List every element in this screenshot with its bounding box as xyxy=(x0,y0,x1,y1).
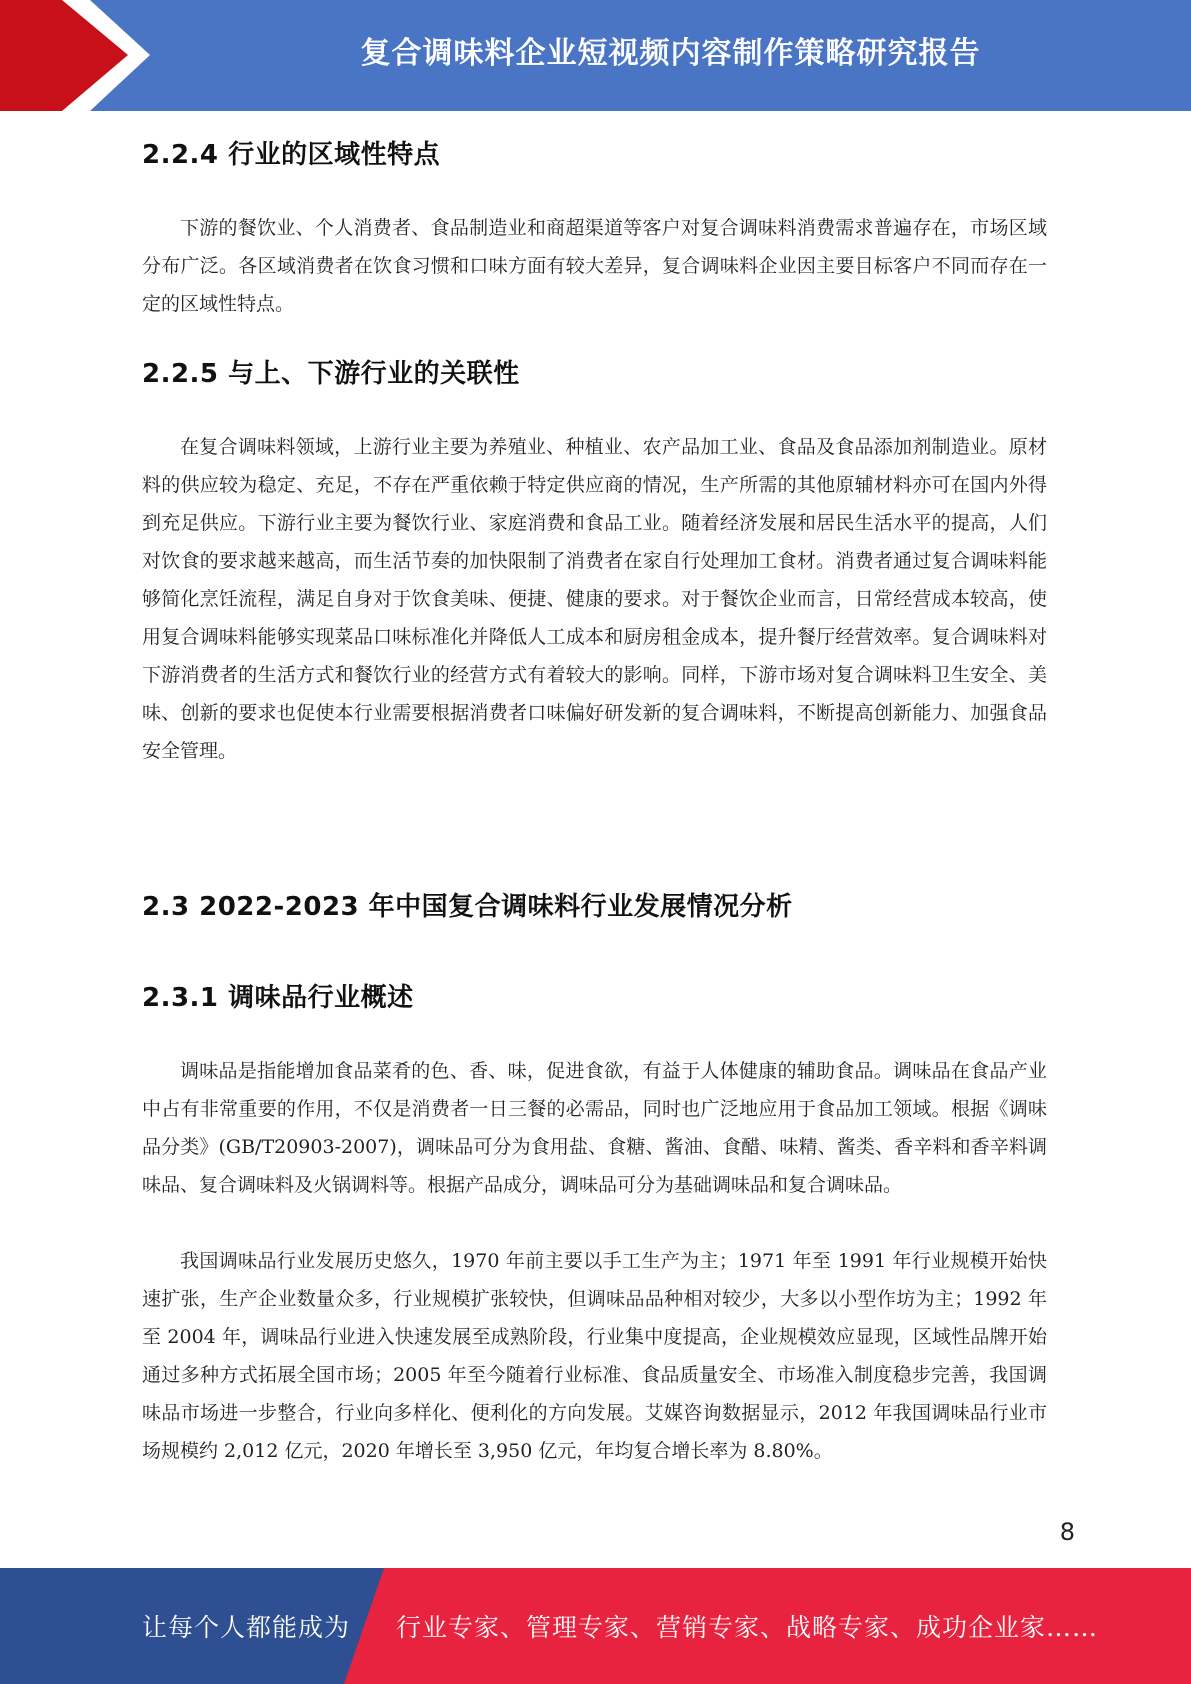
page-header xyxy=(0,0,1191,111)
section-heading-2-3: 2.3 2022-2023 年中国复合调味料行业发展情况分析 xyxy=(142,892,793,922)
paragraph-regional: 下游的餐饮业、个人消费者、食品制造业和商超渠道等客户对复合调味料消费需求普遍存在，市场区域分布广泛。各区域消费者在饮食习惯和口味方面有较大差异，复合调味料企业因主要目标客户不同而存在一定的区域性特点。 xyxy=(142,217,1047,315)
footer-slogan-left: 让每个人都能成为 xyxy=(142,1613,351,1642)
footer-slogan-right: 行业专家、管理专家、营销专家、战略专家、成功企业家…… xyxy=(396,1613,1099,1642)
document-body xyxy=(142,118,1047,1470)
section-heading-2-2-4: 2.2.4 行业的区域性特点 xyxy=(142,140,441,170)
paragraph-condiment-history: 我国调味品行业发展历史悠久，1970 年前主要以手工生产为主；1971 年至 1991 年行业规模开始快速扩张，生产企业数量众多，行业规模扩张较快，但调味品品种相对较少，大多以小型作坊为主；1992 年至 2004 年，调味品行业进入快速发展至成熟阶段，行业集中度提高，企业规模效应显现，区域性品牌开始通过多种方式拓展全国市场；2005 年至今随着行业标准、食品质量安全、市场准入制度稳步完善，我国调味品市场进一步整合，行业向多样化、便利化的方向发展。艾媒咨询数据显示，2012 年我国调味品行业市场规模约 2,012 亿元，2020 年增长至 3,950 亿元，年均复合增长率为 8.80%。 xyxy=(142,1250,1047,1462)
report-title: 复合调味料企业短视频内容制作策略研究报告 xyxy=(360,36,981,71)
paragraph-upstream-downstream: 在复合调味料领域，上游行业主要为养殖业、种植业、农产品加工业、食品及食品添加剂制造业。原材料的供应较为稳定、充足，不存在严重依赖于特定供应商的情况，生产所需的其他原辅材料亦可在国内外得到充足供应。下游行业主要为餐饮行业、家庭消费和食品工业。随着经济发展和居民生活水平的提高，人们对饮食的要求越来越高，而生活节奏的加快限制了消费者在家自行处理加工食材。消费者通过复合调味料能够简化烹饪流程，满足自身对于饮食美味、便捷、健康的要求。对于餐饮企业而言，日常经营成本较高，使用复合调味料能够实现菜品口味标准化并降低人工成本和厨房租金成本，提升餐厅经营效率。复合调味料对下游消费者的生活方式和餐饮行业的经营方式有着较大的影响。同样，下游市场对复合调味料卫生安全、美味、创新的要求也促使本行业需要根据消费者口味偏好研发新的复合调味料，不断提高创新能力、加强食品安全管理。 xyxy=(142,436,1047,762)
page-footer xyxy=(0,1568,1191,1684)
section-heading-2-3-1: 2.3.1 调味品行业概述 xyxy=(142,983,414,1013)
section-heading-2-2-5: 2.2.5 与上、下游行业的关联性 xyxy=(142,359,520,389)
paragraph-condiment-overview: 调味品是指能增加食品菜肴的色、香、味，促进食欲，有益于人体健康的辅助食品。调味品在食品产业中占有非常重要的作用，不仅是消费者一日三餐的必需品，同时也广泛地应用于食品加工领域。根据《调味品分类》(GB/T20903-2007)，调味品可分为食用盐、食糖、酱油、食醋、味精、酱类、香辛料和香辛料调味品、复合调味料及火锅调料等。根据产品成分，调味品可分为基础调味品和复合调味品。 xyxy=(142,1060,1047,1196)
page-number: 8 xyxy=(1059,1518,1075,1546)
